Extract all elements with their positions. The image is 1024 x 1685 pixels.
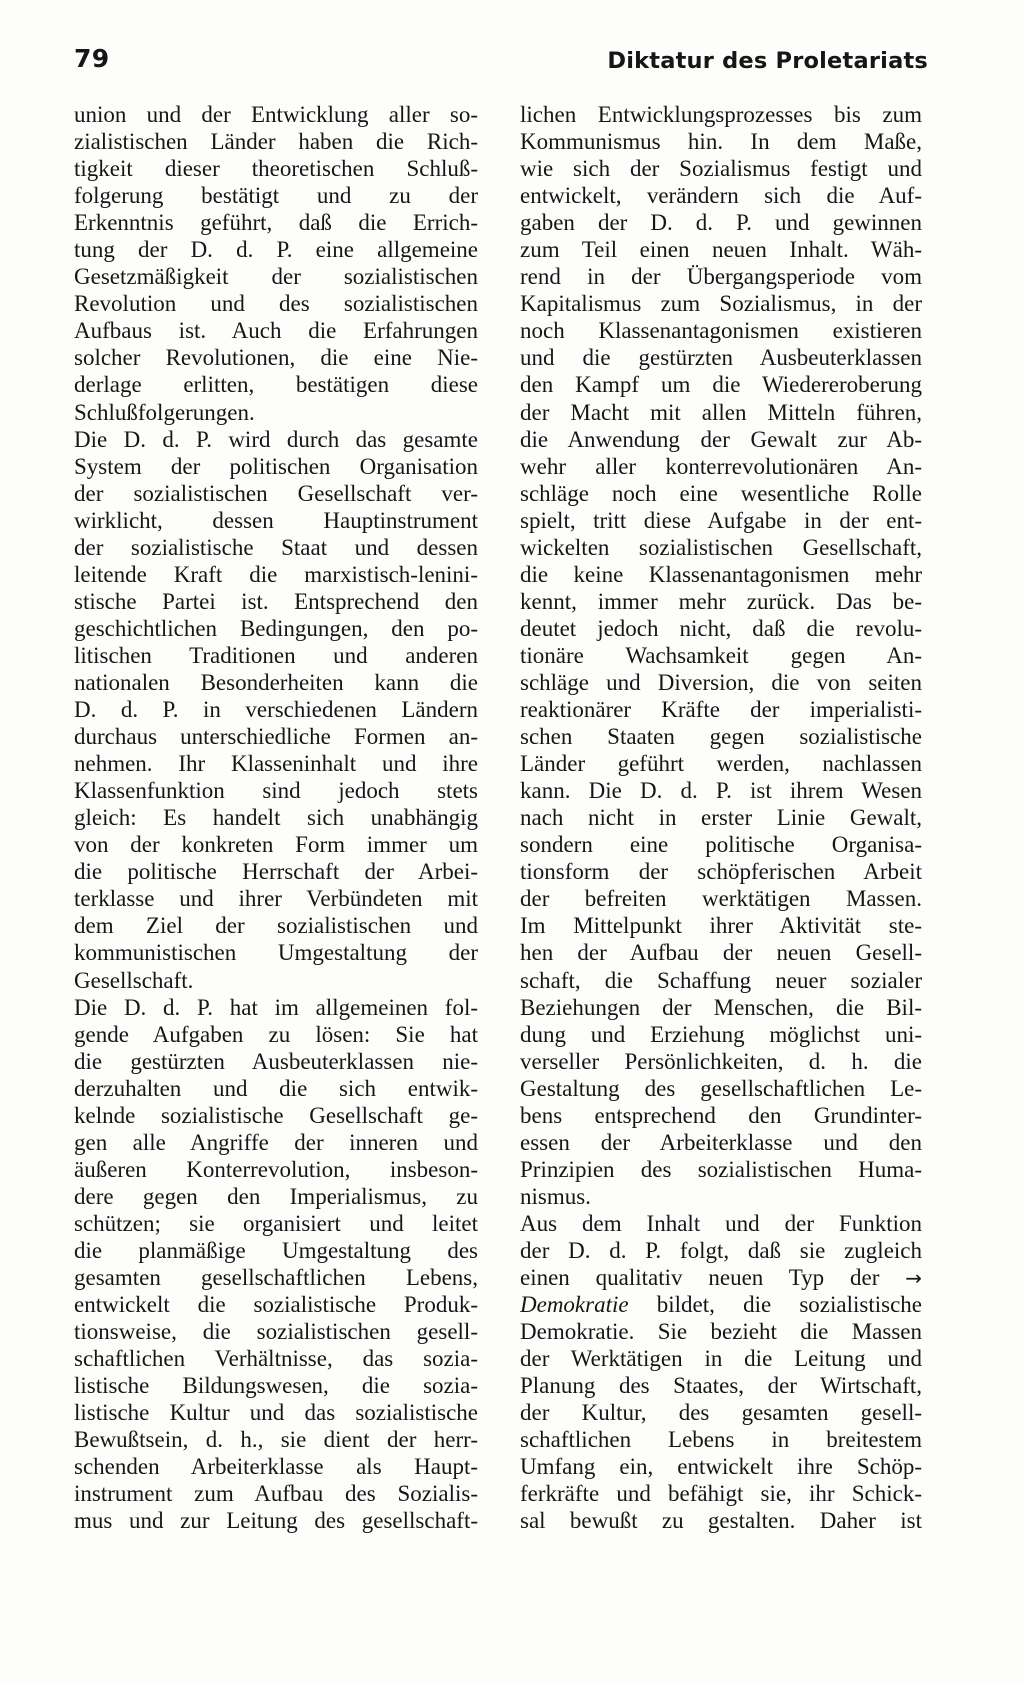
text-line <box>74 696 478 723</box>
text-line <box>74 155 478 182</box>
page-number: 79 <box>74 44 110 73</box>
line-text: nach nicht in erster Linie Gewalt, <box>520 805 922 831</box>
text-line <box>74 939 478 966</box>
text-line <box>74 1291 478 1318</box>
left-text-column <box>74 101 478 1534</box>
line-text: lichen Entwicklungsprozesses bis zum <box>520 102 922 127</box>
line-text: durchaus unterschiedliche Formen an- <box>74 724 478 750</box>
line-text: kann. Die D. d. P. ist ihrem Wesen <box>520 778 922 804</box>
line-text: nehmen. Ihr Klasseninhalt und ihre <box>74 751 478 777</box>
text-line <box>74 1480 478 1507</box>
text-line <box>74 128 478 155</box>
right-text-column <box>520 101 922 1534</box>
line-text: schläge noch eine wesentliche Rolle <box>520 480 922 506</box>
text-line <box>520 1264 922 1291</box>
line-text: der befreiten werktätigen Massen. <box>520 886 922 912</box>
line-text: Gesellschaft. <box>74 967 194 993</box>
line-text: entwickelt die sozialistische Produk- <box>74 1292 478 1318</box>
line-text: instrument zum Aufbau des Sozialis- <box>74 1481 478 1507</box>
line-text: Die D. d. P. hat im allgemeinen fol- <box>74 994 478 1020</box>
line-text: wie sich der Sozialismus festigt und <box>520 156 922 182</box>
running-head-title: Diktatur des Proletariats <box>607 48 928 74</box>
text-line <box>74 1183 478 1210</box>
text-line <box>520 912 922 939</box>
text-line <box>74 399 478 426</box>
line-text: äußeren Konterrevolution, insbeson- <box>74 1156 478 1182</box>
text-line <box>74 1048 478 1075</box>
line-text: und die gestürzten Ausbeuterklassen <box>520 345 922 371</box>
text-line <box>74 1507 478 1534</box>
line-text: rend in der Übergangsperiode vom <box>520 264 922 290</box>
line-text: sal bewußt zu gestalten. Daher ist <box>520 1508 922 1534</box>
text-line <box>520 1426 922 1453</box>
line-text: dere gegen den Imperialismus, zu <box>74 1183 478 1209</box>
text-line <box>74 1237 478 1264</box>
line-text: zum Teil einen neuen Inhalt. Wäh- <box>520 237 922 263</box>
line-text: die keine Klassenantagonismen mehr <box>520 561 922 587</box>
text-line <box>74 750 478 777</box>
line-text: folgerung bestätigt und zu der <box>74 183 478 209</box>
line-text: solcher Revolutionen, die eine Nie- <box>74 345 478 371</box>
line-text: gaben der D. d. P. und gewinnen <box>520 210 922 236</box>
text-line <box>520 1372 922 1399</box>
line-text: Länder geführt werden, nachlassen <box>520 751 922 777</box>
text-line <box>74 101 478 128</box>
line-text: bens entsprechend den Grundinter- <box>520 1102 922 1128</box>
line-text: der sozialistischen Gesellschaft ver- <box>74 480 478 506</box>
text-line <box>520 723 922 750</box>
line-text: verseller Persönlichkeiten, d. h. die <box>520 1048 922 1074</box>
text-line <box>520 696 922 723</box>
line-text: zialistischen Länder haben die Rich- <box>74 129 478 155</box>
text-line <box>520 1102 922 1129</box>
line-text: tionsweise, die sozialistischen gesell- <box>74 1319 478 1345</box>
text-line <box>520 1075 922 1102</box>
text-line <box>520 453 922 480</box>
text-line <box>74 588 478 615</box>
line-text: reaktionärer Kräfte der imperialisti- <box>520 697 922 723</box>
line-text: Gestaltung des gesellschaftlichen Le- <box>520 1075 922 1101</box>
text-line <box>520 939 922 966</box>
line-text: die planmäßige Umgestaltung des <box>74 1237 478 1263</box>
text-line <box>74 885 478 912</box>
line-text: schützen; sie organisiert und leitet <box>74 1210 478 1236</box>
line-text: der D. d. P. folgt, daß sie zugleich <box>520 1237 922 1263</box>
line-text: Erkenntnis geführt, daß die Errich- <box>74 210 478 236</box>
line-text: die gestürzten Ausbeuterklassen nie- <box>74 1048 478 1074</box>
line-text: kennt, immer mehr zurück. Das be- <box>520 588 922 614</box>
text-line <box>520 263 922 290</box>
text-line <box>520 1453 922 1480</box>
line-text: einen qualitativ neuen Typ der <box>520 1265 880 1291</box>
line-text: wickelten sozialistischen Gesellschaft, <box>520 534 922 560</box>
text-line <box>74 642 478 669</box>
line-text: litischen Traditionen und anderen <box>74 642 478 668</box>
text-line <box>74 1210 478 1237</box>
line-text: der sozialistische Staat und dessen <box>74 534 478 560</box>
text-line <box>74 534 478 561</box>
line-text: Klassenfunktion sind jedoch stets <box>74 778 478 804</box>
line-text: stische Partei ist. Entsprechend den <box>74 588 478 614</box>
text-line <box>520 1507 922 1534</box>
text-line <box>74 1264 478 1291</box>
line-text: System der politischen Organisation <box>74 453 478 479</box>
text-line <box>74 344 478 371</box>
line-text: deutet jedoch nicht, daß die revolu- <box>520 615 922 641</box>
text-line <box>520 534 922 561</box>
line-text: geschichtlichen Bedingungen, den po- <box>74 615 478 641</box>
cross-reference-arrow-icon: → <box>905 1266 922 1291</box>
line-text: entwickelt, verändern sich die Auf- <box>520 183 922 209</box>
line-text: Beziehungen der Menschen, die Bil- <box>520 994 922 1020</box>
line-text: gende Aufgaben zu lösen: Sie hat <box>74 1021 478 1047</box>
line-text: schläge und Diversion, die von seiten <box>520 669 922 695</box>
line-text: der Kultur, des gesamten gesell- <box>520 1400 922 1426</box>
text-line <box>74 371 478 398</box>
line-text: gesamten gesellschaftlichen Lebens, <box>74 1265 478 1291</box>
text-line <box>520 1048 922 1075</box>
line-text: sondern eine politische Organisa- <box>520 832 922 858</box>
text-line <box>520 128 922 155</box>
text-line <box>74 1156 478 1183</box>
text-line <box>520 669 922 696</box>
line-text: schenden Arbeiterklasse als Haupt- <box>74 1454 478 1480</box>
line-text: Revolution und des sozialistischen <box>74 291 478 317</box>
line-text: Bewußtsein, d. h., sie dient der herr- <box>74 1427 478 1453</box>
text-line <box>74 263 478 290</box>
text-line <box>520 1156 922 1183</box>
cross-reference-term: Demokratie <box>520 1292 629 1318</box>
text-line <box>74 290 478 317</box>
text-line <box>74 615 478 642</box>
line-text: Demokratie. Sie bezieht die Massen <box>520 1319 922 1345</box>
line-text: schaftlichen Verhältnisse, das sozia- <box>74 1346 478 1372</box>
text-line <box>520 1021 922 1048</box>
line-text: schen Staaten gegen sozialistische <box>520 724 922 750</box>
line-text: Planung des Staates, der Wirtschaft, <box>520 1373 922 1399</box>
line-text: wirklicht, dessen Hauptinstrument <box>74 507 478 533</box>
text-line <box>520 967 922 994</box>
text-line <box>74 777 478 804</box>
text-line <box>520 1345 922 1372</box>
text-line <box>74 1102 478 1129</box>
line-text: tigkeit dieser theoretischen Schluß- <box>74 156 478 182</box>
text-line <box>74 1453 478 1480</box>
line-text: terklasse und ihrer Verbündeten mit <box>74 886 478 912</box>
line-text: Die D. d. P. wird durch das gesamte <box>74 426 478 452</box>
text-line <box>520 399 922 426</box>
text-line <box>74 209 478 236</box>
text-line <box>74 480 478 507</box>
text-line <box>74 1129 478 1156</box>
text-line <box>520 1291 922 1318</box>
text-line <box>74 858 478 885</box>
text-line <box>74 1021 478 1048</box>
line-text: von der konkreten Form immer um <box>74 832 478 858</box>
text-line <box>520 777 922 804</box>
line-text: hen der Aufbau der neuen Gesell- <box>520 940 922 966</box>
text-line <box>520 750 922 777</box>
text-line <box>74 994 478 1021</box>
text-line <box>520 480 922 507</box>
line-text: Gesetzmäßigkeit der sozialistischen <box>74 264 478 290</box>
line-text: die Anwendung der Gewalt zur Ab- <box>520 426 922 452</box>
text-line <box>520 804 922 831</box>
line-text: kelnde sozialistische Gesellschaft ge- <box>74 1102 478 1128</box>
text-line <box>74 804 478 831</box>
line-text: die politische Herrschaft der Arbei- <box>74 859 478 885</box>
text-line <box>520 344 922 371</box>
text-line <box>74 453 478 480</box>
line-text: schaft, die Schaffung neuer sozialer <box>520 967 922 993</box>
line-text: schaftlichen Lebens in breitestem <box>520 1427 922 1453</box>
text-line <box>520 1318 922 1345</box>
text-line <box>74 967 478 994</box>
line-text: gen alle Angriffe der inneren und <box>74 1129 478 1155</box>
text-line <box>74 831 478 858</box>
text-line <box>74 1426 478 1453</box>
line-text: Kapitalismus zum Sozialismus, in der <box>520 291 922 317</box>
text-line <box>74 507 478 534</box>
line-text: dung und Erziehung möglichst uni- <box>520 1021 922 1047</box>
line-text: gleich: Es handelt sich unabhängig <box>74 805 478 831</box>
text-line <box>74 1345 478 1372</box>
line-text: leitende Kraft die marxistisch-lenini- <box>74 561 478 587</box>
line-text: nismus. <box>520 1183 591 1209</box>
text-line <box>74 236 478 263</box>
line-text: derzuhalten und die sich entwik- <box>74 1075 478 1101</box>
text-line <box>520 994 922 1021</box>
text-line <box>74 1318 478 1345</box>
text-line <box>74 317 478 344</box>
line-text: Kommunismus hin. In dem Maße, <box>520 129 922 155</box>
text-line <box>520 317 922 344</box>
text-line <box>74 669 478 696</box>
line-text: Umfang ein, entwickelt ihre Schöp- <box>520 1454 922 1480</box>
line-text: Prinzipien des sozialistischen Huma- <box>520 1156 922 1182</box>
line-text: tung der D. d. P. eine allgemeine <box>74 237 478 263</box>
text-line <box>520 615 922 642</box>
line-text: spielt, tritt diese Aufgabe in der ent- <box>520 507 922 533</box>
text-line <box>520 426 922 453</box>
text-line <box>520 101 922 128</box>
line-text: derlage erlitten, bestätigen diese <box>74 372 478 398</box>
text-line <box>520 1480 922 1507</box>
line-text: wehr aller konterrevolutionären An- <box>520 453 922 479</box>
text-line <box>520 1399 922 1426</box>
text-line <box>520 1183 922 1210</box>
line-text: listische Bildungswesen, die sozia- <box>74 1373 478 1399</box>
text-line <box>520 561 922 588</box>
text-line <box>520 885 922 912</box>
line-text: bildet, die sozialistische <box>656 1292 922 1318</box>
text-line <box>74 561 478 588</box>
line-text: essen der Arbeiterklasse und den <box>520 1129 922 1155</box>
text-line <box>520 236 922 263</box>
line-text: mus und zur Leitung des gesellschaft- <box>74 1508 478 1534</box>
line-text: kommunistischen Umgestaltung der <box>74 940 478 966</box>
text-line <box>520 642 922 669</box>
text-line <box>520 507 922 534</box>
text-line <box>520 1129 922 1156</box>
text-line <box>520 831 922 858</box>
text-line <box>74 1372 478 1399</box>
text-line <box>74 426 478 453</box>
line-text: den Kampf um die Wiedereroberung <box>520 372 922 398</box>
text-line <box>74 723 478 750</box>
line-text: Schlußfolgerungen. <box>74 399 255 425</box>
line-text: tionäre Wachsamkeit gegen An- <box>520 642 922 668</box>
text-line <box>520 371 922 398</box>
line-text: noch Klassenantagonismen existieren <box>520 318 922 344</box>
line-text: Aus dem Inhalt und der Funktion <box>520 1210 922 1236</box>
line-text: tionsform der schöpferischen Arbeit <box>520 859 922 885</box>
line-text: nationalen Besonderheiten kann die <box>74 669 478 695</box>
text-line <box>520 155 922 182</box>
line-text: dem Ziel der sozialistischen und <box>74 913 478 939</box>
line-text: ferkräfte und befähigt sie, ihr Schick- <box>520 1481 922 1507</box>
line-text: union und der Entwicklung aller so- <box>74 102 478 127</box>
text-line <box>520 1210 922 1237</box>
text-line <box>520 858 922 885</box>
text-line <box>520 209 922 236</box>
line-text: listische Kultur und das sozialistische <box>74 1400 478 1426</box>
line-text: der Werktätigen in die Leitung und <box>520 1346 922 1372</box>
text-line <box>74 1399 478 1426</box>
text-line <box>74 182 478 209</box>
line-text: Im Mittelpunkt ihrer Aktivität ste- <box>520 913 922 939</box>
text-line <box>520 1237 922 1264</box>
text-line <box>74 1075 478 1102</box>
text-line <box>74 912 478 939</box>
text-line <box>520 290 922 317</box>
text-line <box>520 588 922 615</box>
text-line <box>520 182 922 209</box>
line-text: der Macht mit allen Mitteln führen, <box>520 399 922 425</box>
line-text: D. d. P. in verschiedenen Ländern <box>74 697 478 723</box>
line-text: Aufbaus ist. Auch die Erfahrungen <box>74 318 478 344</box>
